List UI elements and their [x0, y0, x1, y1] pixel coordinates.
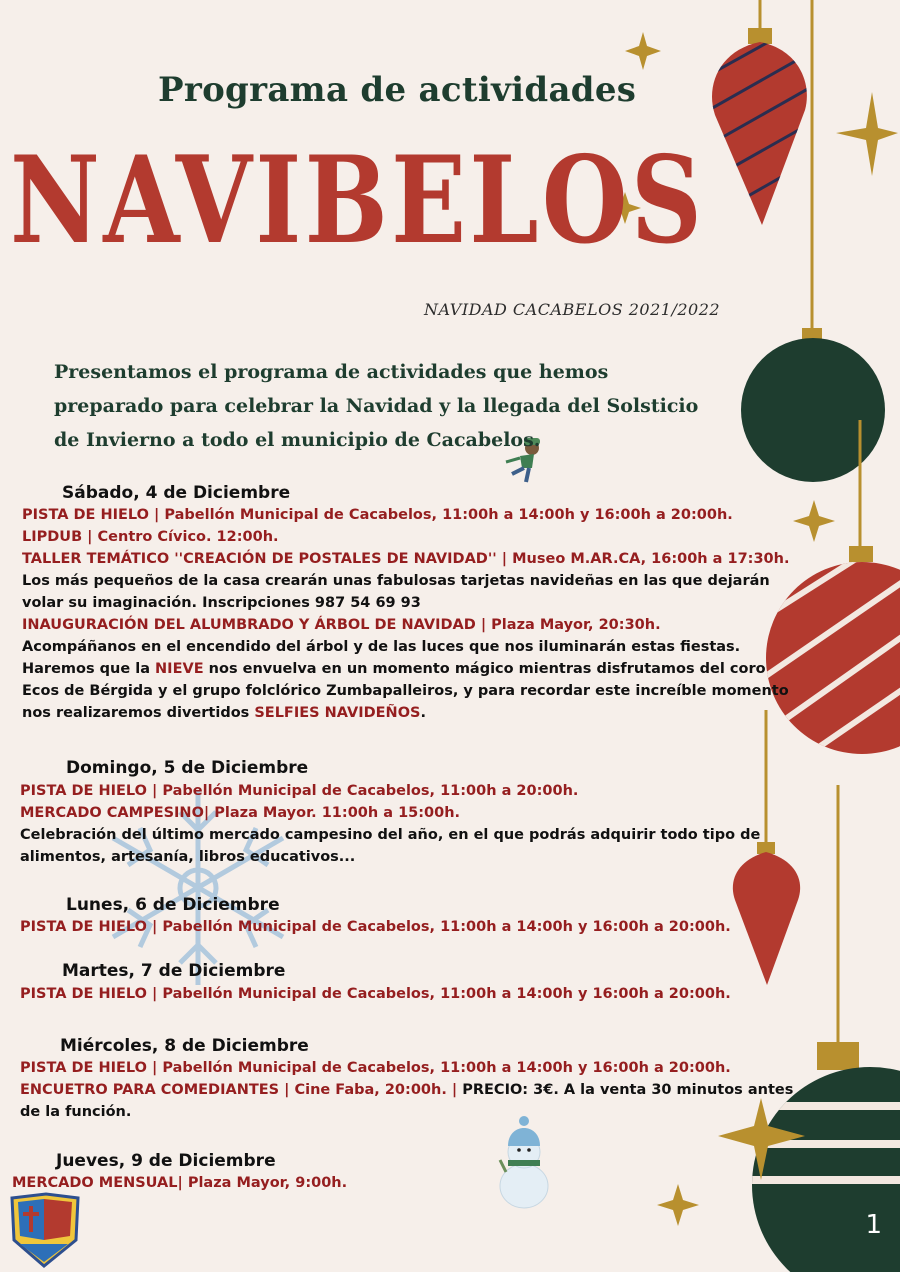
day-heading-monday: Lunes, 6 de Diciembre [66, 895, 280, 915]
event-description: alimentos, artesanía, libros educativos... [20, 849, 356, 865]
page-number: 1 [865, 1210, 882, 1240]
description-text: . [420, 705, 426, 721]
edition-label: NAVIDAD CACABELOS 2021/2022 [424, 300, 721, 319]
subtitle: Programa de actividades [158, 70, 637, 110]
event-line: MERCADO MENSUAL| Plaza Mayor, 9:00h. [12, 1175, 348, 1191]
event-description: Ecos de Bérgida y el grupo folclórico Zumbapalleiros, y para recordar este increíble momento [22, 683, 789, 699]
description-text: volar su imaginación. Inscripciones [22, 595, 315, 611]
snowman-icon [500, 1116, 548, 1208]
day-heading-wednesday: Miércoles, 8 de Diciembre [60, 1036, 309, 1056]
event-description [22, 593, 421, 614]
phone-number: 987 54 69 93 [314, 595, 421, 611]
event-description: Los más pequeños de la casa crearán unas fabulosas tarjetas navideñas en las que dejarán [22, 573, 770, 589]
description-text: nos realizaremos divertidos [22, 705, 255, 721]
highlight-text: SELFIES NAVIDEÑOS [254, 705, 421, 721]
event-line: PISTA DE HIELO | Pabellón Municipal de Cacabelos, 11:00h a 14:00h y 16:00h a 20:00h. [20, 1060, 731, 1076]
event-line: PISTA DE HIELO | Pabellón Municipal de Cacabelos, 11:00h a 14:00h y 16:00h a 20:00h. [20, 986, 731, 1002]
event-line: LIPDUB | Centro Cívico. 12:00h. [22, 529, 279, 545]
event-description [22, 703, 426, 724]
event-description: Acompáñanos en el encendido del árbol y de las luces que nos iluminarán estas fiestas. [22, 639, 741, 655]
event-line: PISTA DE HIELO | Pabellón Municipal de Cacabelos, 11:00h a 14:00h y 16:00h a 20:00h. [20, 919, 731, 935]
event-text: ENCUETRO PARA COMEDIANTES | Cine Faba, 20:00h. | [20, 1082, 463, 1098]
description-text: Haremos que la [22, 661, 156, 677]
highlight-text: NIEVE [155, 661, 204, 677]
day-heading-saturday: Sábado, 4 de Diciembre [62, 483, 291, 503]
event-description: Celebración del último mercado campesino del año, en el que podrás adquirir todo tipo de [20, 827, 761, 843]
event-line: PISTA DE HIELO | Pabellón Municipal de Cacabelos, 11:00h a 20:00h. [20, 783, 579, 799]
event-line: TALLER TEMÁTICO ''CREACIÓN DE POSTALES DE NAVIDAD'' | Museo M.AR.CA, 16:00h a 17:30h. [22, 551, 790, 567]
day-heading-tuesday: Martes, 7 de Diciembre [62, 961, 286, 981]
day-heading-sunday: Domingo, 5 de Diciembre [66, 758, 309, 778]
event-line: INAUGURACIÓN DEL ALUMBRADO Y ÁRBOL DE NAVIDAD | Plaza Mayor, 20:30h. [22, 617, 661, 633]
coat-of-arms-logo [12, 1194, 78, 1266]
event-line: MERCADO CAMPESINO| Plaza Mayor. 11:00h a 15:00h. [20, 805, 461, 821]
event-description [22, 659, 766, 680]
red-drop-ornament [733, 710, 800, 985]
event-line: PISTA DE HIELO | Pabellón Municipal de Cacabelos, 11:00h a 14:00h y 16:00h a 20:00h. [22, 507, 733, 523]
day-heading-thursday: Jueves, 9 de Diciembre [56, 1151, 276, 1171]
page-title: NAVIBELOS [10, 130, 706, 271]
red-striped-drop-ornament [700, 0, 820, 225]
description-text: nos envuelva en un momento mágico mientras disfrutamos del coro [203, 661, 766, 677]
event-description: de la función. [20, 1104, 132, 1120]
event-line [20, 1080, 793, 1101]
price-text: PRECIO: 3€. A la venta 30 minutos antes [462, 1082, 794, 1098]
intro-paragraph: Presentamos el programa de actividades que hemos preparado para celebrar la Navidad y la llegada del Solsticio de Invierno a todo el municipio de Cacabelos. [54, 361, 699, 451]
